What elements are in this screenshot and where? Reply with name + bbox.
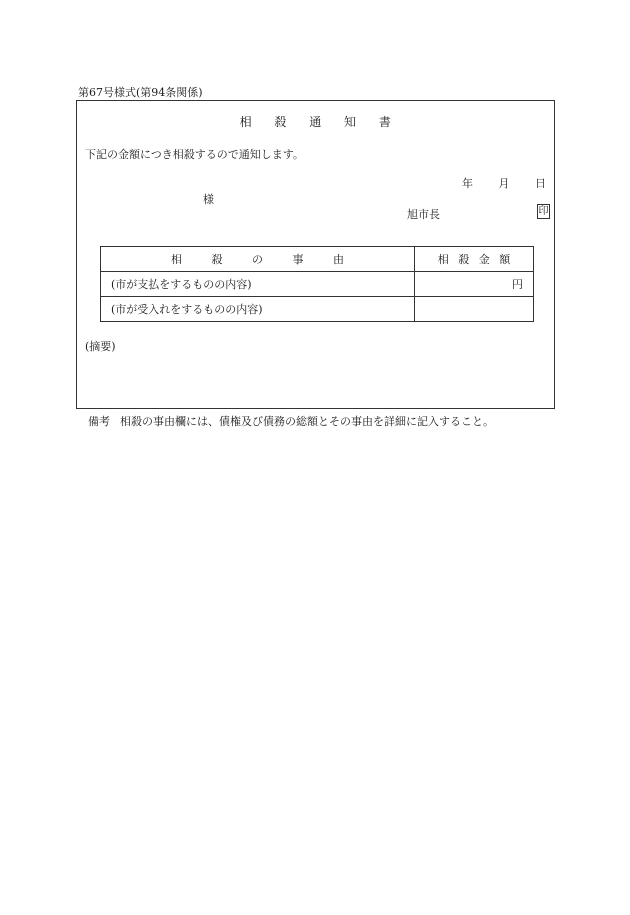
form-number: 第67号様式(第94条関係): [78, 86, 203, 99]
remark-note: [88, 413, 494, 429]
table-row: [101, 297, 534, 322]
seal-mark: 印: [538, 206, 549, 217]
header-offset-amount: 相 殺 金 額: [415, 247, 534, 272]
notice-form-frame: [76, 100, 555, 409]
row-reason-receipt: (市が受入れをするものの内容): [101, 297, 415, 322]
table-header-row: [101, 247, 534, 272]
row-amount-receipt: [415, 297, 534, 322]
remark-text: 相殺の事由欄には、債権及び債務の総額とその事由を詳細に記入すること。: [120, 415, 494, 428]
addressee-suffix: 様: [203, 193, 214, 206]
row-amount-payment: 円: [415, 272, 534, 297]
intro-text: 下記の金額につき相殺するので通知します。: [85, 148, 304, 161]
table-row: [101, 272, 534, 297]
summary-label: (摘要): [85, 340, 116, 353]
remark-label: 備考: [88, 415, 110, 428]
document-title: 相 殺 通 知 書: [239, 115, 392, 129]
issuer-title: 旭市長: [407, 208, 440, 221]
header-offset-reason: 相 殺 の 事 由: [101, 247, 415, 272]
date-line: 年 月 日: [462, 177, 546, 190]
offset-table: [100, 246, 534, 322]
row-reason-payment: (市が支払をするものの内容): [101, 272, 415, 297]
